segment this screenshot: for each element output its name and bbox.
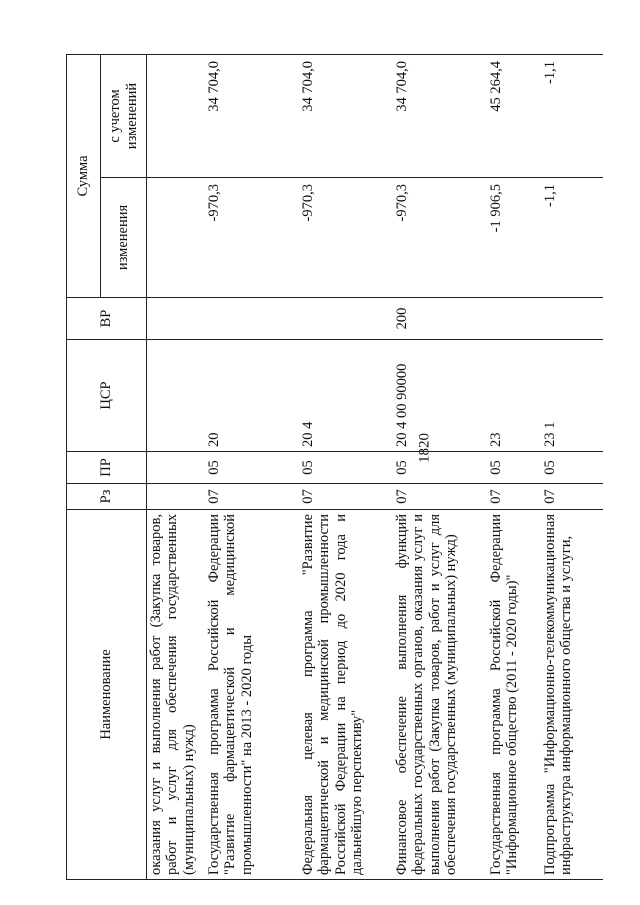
row-csr: 23 1 [541,340,603,452]
row-csr: 20 [205,340,299,452]
row-name: Государственная программа Российской Федерации "Развитие фармацевтической и медицинской промышленности" на 2013 - 2020 годы [205,510,299,880]
table-row [393,55,487,880]
row-pr [147,452,206,484]
row-pr: 05 [205,452,299,484]
row-with-change: 45 264,4 [487,55,541,178]
row-csr [147,340,206,452]
row-rz: 07 [541,484,603,510]
row-rz: 07 [299,484,393,510]
row-change: -970,3 [299,178,393,298]
row-pr: 05 [487,452,541,484]
rotated-budget-table-sheet [66,55,575,880]
row-change: -970,3 [393,178,487,298]
row-name: Государственная программа Российской Федерации "Информационное общество (2011 - 2020 годы)" [487,510,541,880]
row-change: -1 906,5 [487,178,541,298]
row-csr: 20 4 [299,340,393,452]
header-vr: ВР [67,298,147,340]
table-row [487,55,541,880]
table-header [67,55,147,880]
row-with-change: 34 704,0 [299,55,393,178]
row-rz: 07 [393,484,487,510]
table-row [299,55,393,880]
header-name: Наименование [67,510,147,880]
row-name: Федеральная целевая программа "Развитие фармацевтической и медицинской промышленности Российской Федерации на период до 2020 года и дальнейшую перспективу" [299,510,393,880]
page-number: 1820 [416,433,433,463]
row-name: Финансовое обеспечение выполнения функций федеральных государственных органов, оказания услуг и выполнения работ (Закупка товаров, работ и услуг для обеспечения государственных (муниципальных) нужд) [393,510,487,880]
row-csr: 23 [487,340,541,452]
row-with-change: 34 704,0 [205,55,299,178]
row-change: -1,1 [541,178,603,298]
row-rz: 07 [487,484,541,510]
row-pr: 05 [299,452,393,484]
row-vr [299,298,393,340]
table-row [541,55,603,880]
header-sum: Сумма [67,55,101,298]
table-row [205,55,299,880]
budget-table [66,54,603,880]
header-csr: ЦСР [67,340,147,452]
row-name: оказания услуг и выполнения работ (Закупка товаров, работ и услуг для обеспечения государственных (муниципальных) нужд) [147,510,206,880]
header-rz: Рз [67,484,147,510]
table-row [147,55,206,880]
row-pr: 05 [393,452,487,484]
row-vr [205,298,299,340]
row-vr [487,298,541,340]
row-with-change [147,55,206,178]
row-rz: 07 [205,484,299,510]
row-change [147,178,206,298]
row-with-change: -1,1 [541,55,603,178]
row-name: Подпрограмма "Информационно-телекоммуникационная инфраструктура информационного общества и услуги, [541,510,603,880]
header-change: изменения [101,178,147,298]
header-with-change: с учетом изменений [101,55,147,178]
row-vr: 200 [393,298,487,340]
row-with-change: 34 704,0 [393,55,487,178]
row-change: -970,3 [205,178,299,298]
row-csr: 20 4 00 90000 [393,340,487,452]
row-vr [147,298,206,340]
row-rz [147,484,206,510]
row-pr: 05 [541,452,603,484]
header-pr: ПР [67,452,147,484]
row-vr [541,298,603,340]
